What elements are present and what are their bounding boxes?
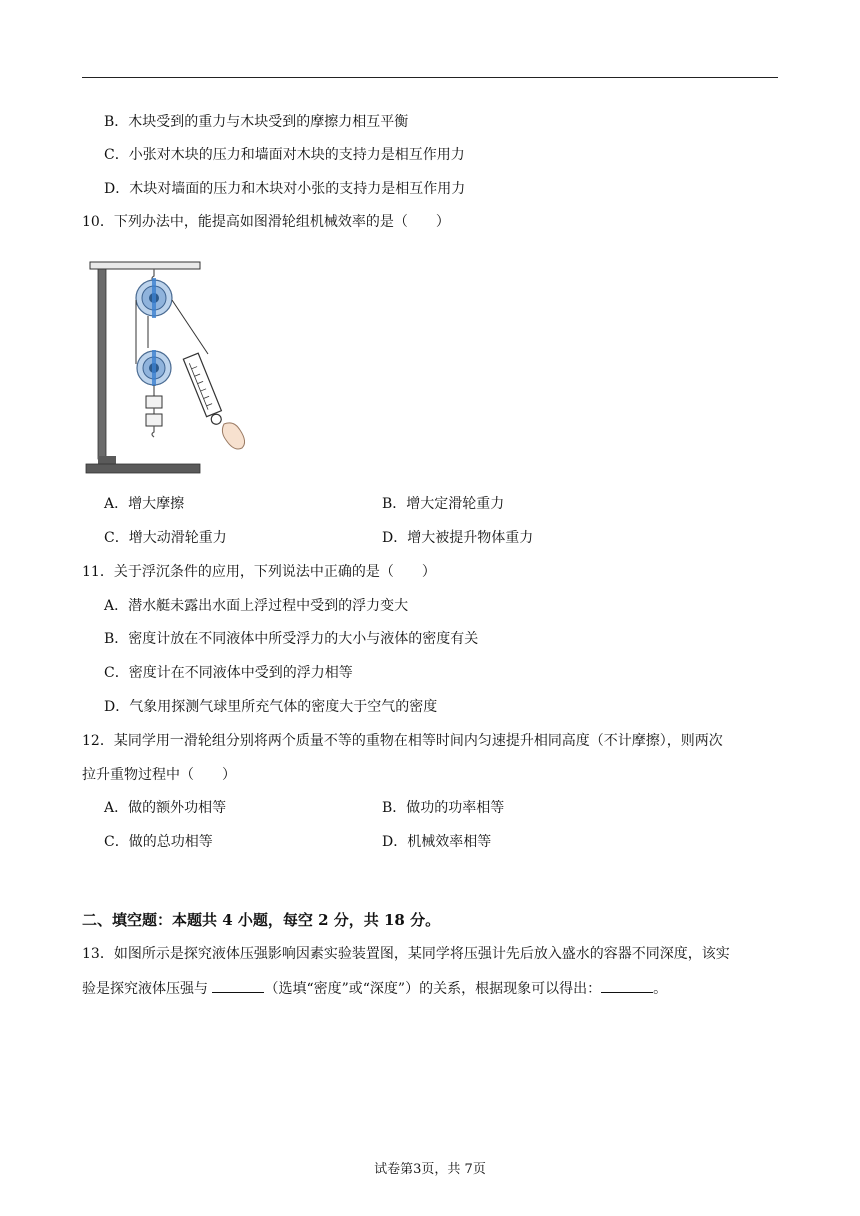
q10-option-d: D．增大被提升物体重力 [382, 530, 534, 546]
q9-option-b: B．木块受到的重力与木块受到的摩擦力相互平衡 [104, 114, 409, 130]
section-heading: 二、填空题：本题共 4 小题，每空 2 分，共 18 分。 [82, 911, 441, 929]
q12-option-d: D．机械效率相等 [382, 834, 492, 850]
q13-blank-2 [601, 978, 653, 993]
q11-option-a: A．潜水艇未露出水面上浮过程中受到的浮力变大 [104, 598, 409, 614]
q10-option-a: A．增大摩擦 [104, 496, 185, 512]
q12-stem-line1: 12．某同学用一滑轮组分别将两个质量不等的重物在相等时间内匀速提升相同高度（不计摩擦），则两次 [82, 733, 723, 749]
q12-option-c: C．做的总功相等 [104, 834, 213, 850]
q13-stem-line2 [82, 978, 667, 999]
q11-option-b: B．密度计放在不同液体中所受浮力的大小与液体的密度有关 [104, 631, 479, 647]
q13-text-part1: 验是探究液体压强与 [82, 981, 213, 997]
q11-option-d: D．气象用探测气球里所充气体的密度大于空气的密度 [104, 699, 438, 715]
q12-option-a: A．做的额外功相等 [104, 800, 227, 816]
page-footer: 试卷第3页，共 7页 [374, 1162, 486, 1177]
pulley-figure [84, 244, 254, 480]
q10-option-c: C．增大动滑轮重力 [104, 530, 227, 546]
q13-blank-1 [212, 978, 264, 993]
q13-text-part3: 。 [653, 981, 668, 997]
q12-option-b: B．做功的功率相等 [382, 800, 505, 816]
q13-stem-line1: 13．如图所示是探究液体压强影响因素实验装置图，某同学将压强计先后放入盛水的容器不同深度，该实 [82, 946, 730, 962]
q11-stem: 11．关于浮沉条件的应用，下列说法中正确的是（ ） [82, 564, 436, 580]
q13-text-part2: （选填“密度”或“深度”）的关系，根据现象可以得出： [264, 981, 602, 997]
q11-option-c: C．密度计在不同液体中受到的浮力相等 [104, 665, 353, 681]
q12-stem-line2: 拉升重物过程中（ ） [82, 767, 236, 783]
q9-option-d: D．木块对墙面的压力和木块对小张的支持力是相互作用力 [104, 181, 466, 197]
q9-option-c: C．小张对木块的压力和墙面对木块的支持力是相互作用力 [104, 147, 465, 163]
q10-stem: 10．下列办法中，能提高如图滑轮组机械效率的是（ ） [82, 214, 450, 230]
q10-option-b: B．增大定滑轮重力 [382, 496, 505, 512]
header-rule [82, 77, 778, 78]
